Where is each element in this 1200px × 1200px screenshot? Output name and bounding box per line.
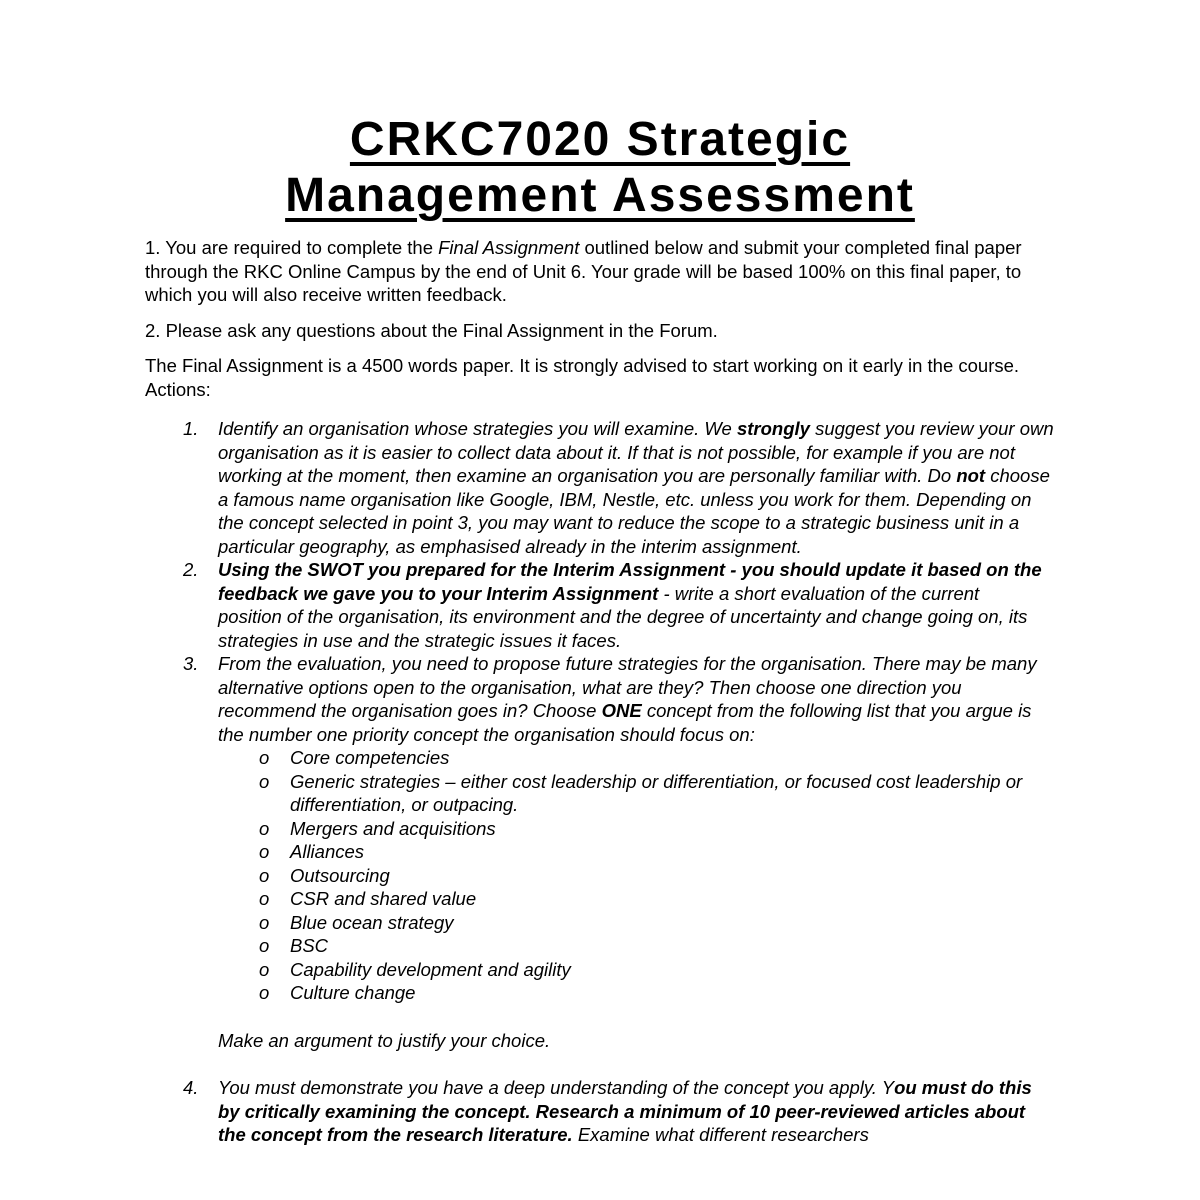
bullet-marker: o [259, 958, 270, 980]
list-item-4-number: 4. [183, 1077, 199, 1098]
bullet-text: Alliances [290, 841, 365, 862]
intro-paragraph-actions: The Final Assignment is a 4500 words paper. It is strongly advised to start working on it early in the course. Actions: [145, 355, 1020, 400]
list-item-2 [145, 558, 1055, 652]
bullet-item [218, 887, 1055, 911]
bullet-text: Generic strategies – either cost leadership or differentiation, or focused cost leadership or differentiation, or outpacing. [290, 770, 1023, 815]
bullet-text: Core competencies [290, 747, 450, 768]
bullet-item [218, 958, 1055, 982]
list-item-4-text: You must demonstrate you have a deep understanding of the concept you apply. You must do this by critically examining the concept. Research a minimum of 10 peer-reviewed articles about the concept from the research literature. Examine what different researchers [218, 1077, 1032, 1145]
bullet-text: Capability development and agility [290, 958, 571, 980]
bullet-marker: o [259, 888, 270, 909]
numbered-list [145, 417, 1055, 1147]
bullet-marker: o [259, 982, 270, 1003]
list-item-4 [145, 1076, 1055, 1147]
bullet-item [218, 840, 1055, 864]
list-item-3 [145, 652, 1055, 1005]
list-item-1 [145, 417, 1055, 558]
list-item-1-number: 1. [183, 418, 199, 439]
bullet-text: CSR and shared value [290, 888, 477, 909]
bullet-item [218, 746, 1055, 770]
bullet-text: BSC [290, 935, 329, 956]
bullet-item [218, 911, 1055, 935]
bullet-item [218, 981, 1055, 1005]
bullet-item [218, 864, 1055, 888]
concept-bullet-list [218, 746, 1055, 1005]
bullet-text: Mergers and acquisitions [290, 817, 496, 839]
list-item-2-number: 2. [183, 559, 199, 580]
bullet-marker: o [259, 935, 270, 956]
list-item-2-text: Using the SWOT you prepared for the Interim Assignment - you should update it based on the feedback we gave you to your Interim Assignment - write a short evaluation of the current position of the organisation, its environment and the degree of uncertainty and change going on, its strategies in use and the strategic issues it faces. [218, 559, 1042, 651]
bullet-marker: o [259, 747, 270, 768]
bullet-item [218, 770, 1055, 817]
bullet-marker: o [259, 770, 270, 792]
bullet-text: Blue ocean strategy [290, 911, 454, 933]
bullet-marker: o [259, 864, 270, 886]
bullet-marker: o [259, 817, 270, 839]
bullet-item [218, 817, 1055, 841]
list-item-3-number: 3. [183, 653, 199, 674]
bullet-text: Culture change [290, 982, 416, 1003]
title-line-1: CRKC7020 Strategic [349, 113, 851, 166]
document-title [145, 112, 1055, 224]
title-line-2: Management Assessment [285, 169, 915, 222]
list-item-3-lead: From the evaluation, you need to propose future strategies for the organisation. There may be many alternative options open to the organisation, what are they? Then choose one direction you recommend the organisation goes in? Choose ONE concept from the following list that you argue is the number one priority concept the organisation should focus on: [218, 653, 1037, 745]
bullet-marker: o [259, 841, 270, 862]
make-argument-note: Make an argument to justify your choice. [218, 1029, 551, 1051]
list-item-1-text: Identify an organisation whose strategies you will examine. We strongly suggest you review your own organisation as it is easier to collect data about it. If that is not possible, for example if you are not working at the moment, then examine an organisation you are personally familiar with. Do not choose a famous name organisation like Google, IBM, Nestle, etc. unless you work for them. Depending on the concept selected in point 3, you may want to reduce the scope to a strategic business unit in a particular geography, as emphasised already in the interim assignment. [218, 418, 1054, 557]
intro-paragraph-1: 1. You are required to complete the Final Assignment outlined below and submit your completed final paper through the RKC Online Campus by the end of Unit 6. Your grade will be based 100% on this final paper, to which you will also receive written feedback. [145, 237, 1022, 305]
intro-paragraph-2: 2. Please ask any questions about the Final Assignment in the Forum. [145, 319, 718, 341]
bullet-marker: o [259, 911, 270, 933]
bullet-item [218, 934, 1055, 958]
bullet-text: Outsourcing [290, 864, 390, 886]
list-item-3-text [218, 652, 1055, 1005]
